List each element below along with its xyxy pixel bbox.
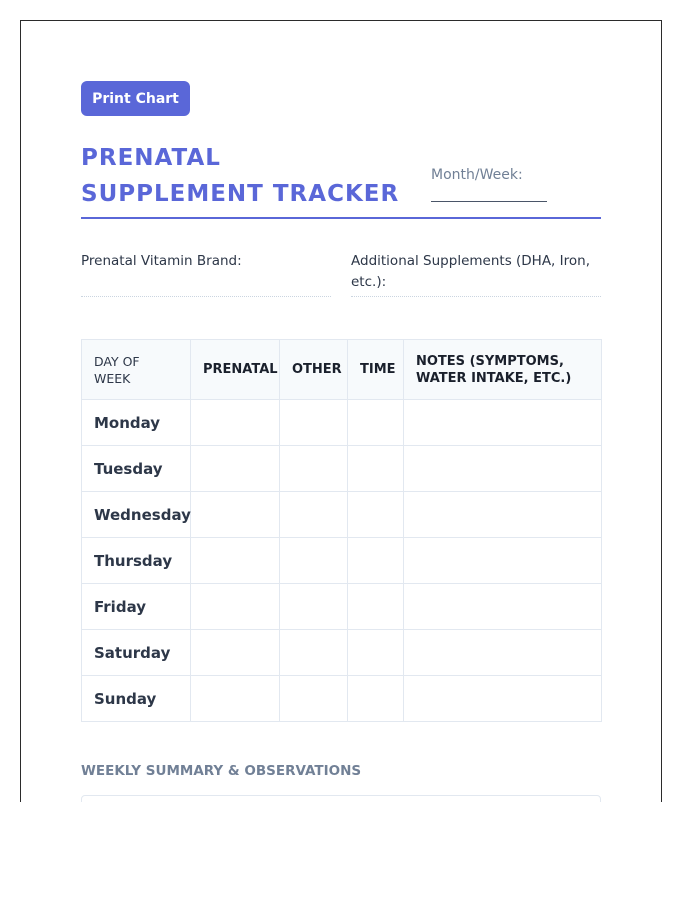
prenatal-brand-field	[81, 251, 331, 272]
prenatal-cell[interactable]	[191, 676, 280, 722]
time-cell[interactable]	[348, 538, 404, 584]
column-header-day: DAY OF WEEK	[82, 340, 191, 400]
prenatal-cell[interactable]	[191, 538, 280, 584]
additional-supplements-label: Additional Supplements (DHA, Iron, etc.):	[351, 253, 590, 290]
table-row	[82, 630, 602, 676]
day-cell: Saturday	[82, 630, 191, 676]
table-row	[82, 676, 602, 722]
time-cell[interactable]	[348, 492, 404, 538]
additional-supplements-input-line[interactable]	[351, 296, 601, 297]
table-header-row	[82, 340, 602, 400]
print-chart-button[interactable]: Print Chart	[81, 81, 190, 116]
supplement-fields	[81, 219, 601, 299]
notes-cell[interactable]	[404, 446, 602, 492]
table-row	[82, 538, 602, 584]
prenatal-brand-input-line[interactable]	[81, 296, 331, 297]
notes-cell[interactable]	[404, 630, 602, 676]
time-cell[interactable]	[348, 400, 404, 446]
table-row	[82, 584, 602, 630]
table-row	[82, 492, 602, 538]
prenatal-cell[interactable]	[191, 630, 280, 676]
day-cell: Tuesday	[82, 446, 191, 492]
prenatal-cell[interactable]	[191, 584, 280, 630]
table-row	[82, 446, 602, 492]
day-cell: Wednesday	[82, 492, 191, 538]
other-cell[interactable]	[280, 676, 348, 722]
day-cell: Thursday	[82, 538, 191, 584]
column-header-prenatal: PRENATAL	[191, 340, 280, 400]
notes-cell[interactable]	[404, 676, 602, 722]
notes-cell[interactable]	[404, 400, 602, 446]
weekly-summary-textarea[interactable]	[81, 795, 601, 802]
month-week-label: Month/Week:	[431, 167, 523, 183]
time-cell[interactable]	[348, 446, 404, 492]
tracker-header	[81, 140, 601, 219]
prenatal-brand-label: Prenatal Vitamin Brand:	[81, 253, 242, 269]
month-week-input-line[interactable]	[431, 201, 547, 202]
column-header-time: TIME	[348, 340, 404, 400]
prenatal-cell[interactable]	[191, 492, 280, 538]
page-title: PRENATAL SUPPLEMENT TRACKER	[81, 145, 400, 207]
month-week-field	[431, 165, 547, 202]
additional-supplements-field	[351, 251, 601, 293]
prenatal-cell[interactable]	[191, 446, 280, 492]
day-cell: Friday	[82, 584, 191, 630]
other-cell[interactable]	[280, 630, 348, 676]
notes-cell[interactable]	[404, 492, 602, 538]
weekly-summary-title: WEEKLY SUMMARY & OBSERVATIONS	[81, 763, 362, 779]
weekly-tracker-table	[81, 339, 602, 722]
time-cell[interactable]	[348, 584, 404, 630]
time-cell[interactable]	[348, 676, 404, 722]
column-header-other: OTHER	[280, 340, 348, 400]
sheet-content	[81, 81, 601, 779]
other-cell[interactable]	[280, 584, 348, 630]
day-cell: Monday	[82, 400, 191, 446]
notes-cell[interactable]	[404, 538, 602, 584]
tracker-sheet	[20, 20, 662, 802]
other-cell[interactable]	[280, 446, 348, 492]
other-cell[interactable]	[280, 492, 348, 538]
time-cell[interactable]	[348, 630, 404, 676]
other-cell[interactable]	[280, 538, 348, 584]
day-cell: Sunday	[82, 676, 191, 722]
other-cell[interactable]	[280, 400, 348, 446]
column-header-notes: NOTES (SYMPTOMS, WATER INTAKE, ETC.)	[404, 340, 602, 400]
prenatal-cell[interactable]	[191, 400, 280, 446]
table-row	[82, 400, 602, 446]
notes-cell[interactable]	[404, 584, 602, 630]
